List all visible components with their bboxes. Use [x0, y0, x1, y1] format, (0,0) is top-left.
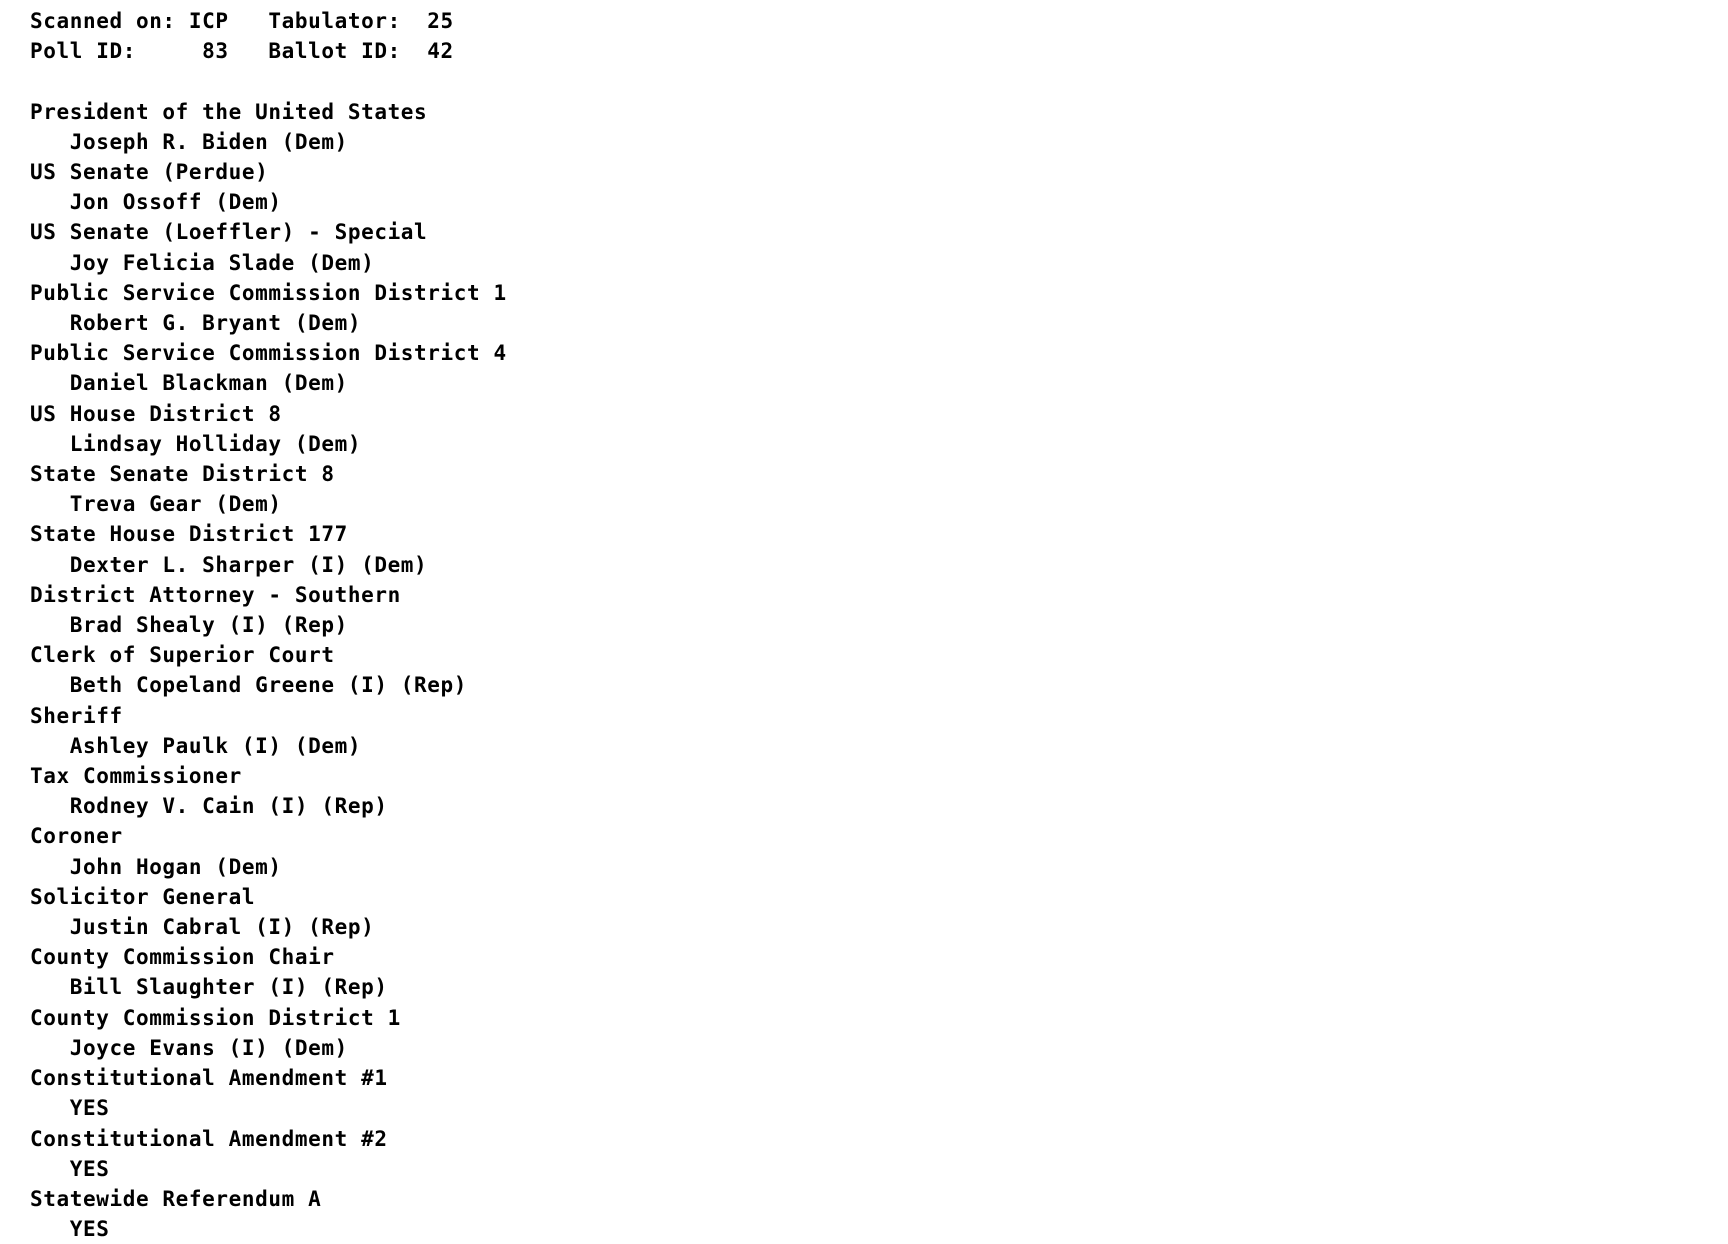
contest-title: US Senate (Loeffler) - Special: [30, 220, 428, 245]
contest-title: State Senate District 8: [30, 462, 335, 487]
contest-title: Public Service Commission District 4: [30, 341, 507, 366]
contest-choice: YES: [30, 1217, 110, 1242]
contest-title: State House District 177: [30, 522, 348, 547]
poll-ballot-line: Poll ID: 83 Ballot ID: 42: [30, 39, 454, 64]
spacer: [30, 66, 1728, 96]
contest-title: President of the United States: [30, 99, 428, 124]
contest-title: District Attorney - Southern: [30, 582, 401, 607]
contest-choice: John Hogan (Dem): [30, 854, 282, 879]
receipt-header: [30, 6, 1728, 66]
contest-title: US House District 8: [30, 401, 282, 426]
contest-title: Coroner: [30, 824, 123, 849]
contest-choice: Ashley Paulk (I) (Dem): [30, 733, 362, 758]
contest-title: Sheriff: [30, 703, 123, 728]
contest-title: Public Service Commission District 1: [30, 280, 507, 305]
contest-title: Constitutional Amendment #1: [30, 1066, 388, 1091]
contest-title: Statewide Referendum A: [30, 1186, 322, 1211]
contest-choice: Treva Gear (Dem): [30, 492, 282, 517]
contest-list: [30, 97, 1728, 1244]
contest-choice: Bill Slaughter (I) (Rep): [30, 975, 388, 1000]
contest-title: Clerk of Superior Court: [30, 643, 335, 668]
contest-choice: Joy Felicia Slade (Dem): [30, 250, 375, 275]
contest-title: County Commission Chair: [30, 945, 335, 970]
contest-title: Constitutional Amendment #2: [30, 1126, 388, 1151]
contest-choice: Dexter L. Sharper (I) (Dem): [30, 552, 428, 577]
contest-choice: Justin Cabral (I) (Rep): [30, 915, 375, 940]
contest-choice: Robert G. Bryant (Dem): [30, 311, 362, 336]
contest-choice: Beth Copeland Greene (I) (Rep): [30, 673, 468, 698]
scan-info-line: Scanned on: ICP Tabulator: 25: [30, 9, 454, 33]
contest-title: Tax Commissioner: [30, 764, 242, 789]
contest-choice: Lindsay Holliday (Dem): [30, 431, 362, 456]
contest-choice: YES: [30, 1096, 110, 1121]
contest-choice: Brad Shealy (I) (Rep): [30, 613, 348, 638]
contest-choice: Jon Ossoff (Dem): [30, 190, 282, 215]
contest-choice: Joseph R. Biden (Dem): [30, 129, 348, 154]
contest-choice: Joyce Evans (I) (Dem): [30, 1035, 348, 1060]
contest-title: Solicitor General: [30, 884, 256, 909]
contest-title: US Senate (Perdue): [30, 160, 269, 184]
contest-title: County Commission District 1: [30, 1005, 401, 1030]
contest-choice: Daniel Blackman (Dem): [30, 371, 348, 396]
contest-choice: Rodney V. Cain (I) (Rep): [30, 794, 388, 819]
contest-choice: YES: [30, 1156, 110, 1181]
